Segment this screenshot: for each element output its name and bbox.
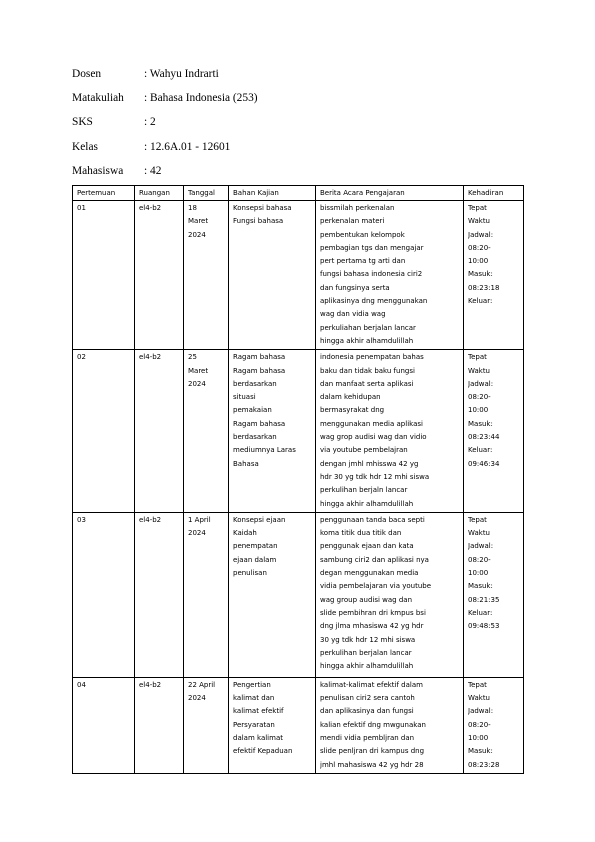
info-label: Dosen (72, 68, 102, 80)
cell-line: Jadwal: (468, 230, 494, 239)
cell-line: hingga akhir alhamdulillah (320, 336, 414, 345)
cell-line: Jadwal: (468, 542, 494, 551)
cell-line: pembagian tgs dan mengajar (320, 243, 424, 252)
cell-line: dng jlma mhasiswa 42 yg hdr (320, 622, 424, 631)
cell-line: penempatan (233, 542, 278, 551)
cell-line: 10:00 (468, 406, 489, 415)
cell-line: 25 (188, 353, 197, 362)
cell-tanggal (184, 201, 229, 350)
cell-pertemuan (73, 201, 135, 350)
cell-line: Persyaratan (233, 720, 275, 729)
cell-line: perkulihan berjaln lancar (320, 486, 408, 495)
cell-line: penulisan ciri2 sera cantoh (320, 694, 415, 703)
cell-text: el4-b2 (139, 515, 162, 524)
cell-line: berdasarkan (233, 379, 277, 388)
cell-line: indonesia penempatan bahas (320, 353, 424, 362)
cell-ruangan (135, 677, 184, 773)
cell-line: 2024 (188, 230, 206, 239)
cell-line: kalimat dan (233, 694, 275, 703)
cell-line: 08:23:18 (468, 283, 500, 292)
cell-line: pert pertama tg arti dan (320, 257, 406, 266)
cell-line: 08:20- (468, 393, 491, 402)
cell-line: dengan jmhl mhisswa 42 yg (320, 459, 419, 468)
header-tanggal: Tanggal (184, 186, 229, 201)
cell-line: vidia pembelajaran via youtube (320, 582, 432, 591)
cell-line: hdr 30 yg tdk hdr 12 mhi siswa (320, 472, 430, 481)
course-info (72, 68, 258, 189)
cell-line: 09:46:34 (468, 459, 500, 468)
cell-line: kalimat-kalimat efektif dalam (320, 680, 423, 689)
cell-line: wag group audisi wag dan (320, 595, 413, 604)
cell-pertemuan (73, 350, 135, 513)
cell-line: Jadwal: (468, 707, 494, 716)
cell-kehadiran (464, 512, 524, 677)
cell-line: 10:00 (468, 569, 489, 578)
cell-line: Maret (188, 366, 209, 375)
cell-pertemuan (73, 677, 135, 773)
cell-line: Masuk: (468, 419, 493, 428)
cell-bahan-kajian (229, 512, 316, 677)
cell-line: fungsi bahasa indonesia ciri2 (320, 270, 423, 279)
info-row-dosen (72, 68, 258, 92)
cell-text: 02 (77, 353, 86, 362)
cell-line: baku dan tidak baku fungsi (320, 366, 415, 375)
cell-line: Konsepsi bahasa (233, 204, 292, 212)
table-row (73, 677, 524, 773)
cell-line: 1 April (188, 515, 211, 524)
cell-line: Ragam bahasa (233, 419, 286, 428)
cell-text: el4-b2 (139, 353, 162, 362)
cell-line: dalam kalimat (233, 734, 283, 743)
cell-line: 10:00 (468, 257, 489, 266)
cell-line: ejaan dalam (233, 555, 277, 564)
cell-line: bermasyrakat dng (320, 406, 385, 415)
cell-line: penggunak ejaan dan kata (320, 542, 414, 551)
cell-line: mendi vidia pembljran dan (320, 734, 415, 743)
cell-line: wag grop audisi wag dan vidio (320, 433, 427, 442)
header-bahan-kajian: Bahan Kajian (229, 186, 316, 201)
cell-line: koma titik dua titik dan (320, 529, 402, 538)
cell-line: Fungsi bahasa (233, 217, 284, 226)
cell-text: el4-b2 (139, 680, 162, 689)
info-row-matakuliah (72, 92, 258, 116)
info-row-kelas (72, 141, 258, 165)
cell-line: berdasarkan (233, 433, 277, 442)
cell-line: 08:23:44 (468, 433, 500, 442)
cell-line: Keluar: (468, 608, 493, 617)
cell-line: bissmilah perkenalan (320, 204, 395, 212)
cell-line: 10:00 (468, 734, 489, 743)
cell-kehadiran (464, 677, 524, 773)
cell-line: dan manfaat serta aplikasi (320, 379, 414, 388)
cell-line: penggunaan tanda baca septi (320, 515, 425, 524)
info-value: : 42 (144, 164, 162, 177)
cell-line: 2024 (188, 379, 206, 388)
cell-line: 2024 (188, 694, 206, 703)
cell-line: Waktu (468, 217, 490, 226)
cell-line: Konsepsi ejaan (233, 515, 286, 524)
cell-line: situasi (233, 393, 256, 402)
table-header-row (73, 186, 524, 201)
info-value: : 12.6A.01 - 12601 (144, 140, 231, 153)
cell-line: Masuk: (468, 270, 493, 279)
cell-line: jmhl mahasiswa 42 yg hdr 28 (320, 760, 424, 769)
cell-line: perkulihan berjalan lancar (320, 648, 412, 657)
cell-bahan-kajian (229, 201, 316, 350)
cell-line: 08:23:28 (468, 760, 500, 769)
cell-bahan-kajian (229, 350, 316, 513)
cell-line: Ragam bahasa (233, 366, 286, 375)
cell-line: Tepat (468, 204, 487, 212)
cell-tanggal (184, 677, 229, 773)
cell-line: Jadwal: (468, 379, 494, 388)
cell-line: sambung ciri2 dan aplikasi nya (320, 555, 429, 564)
info-value: : 2 (144, 116, 156, 129)
cell-line: Masuk: (468, 747, 493, 756)
cell-line: dan fungsinya serta (320, 283, 390, 292)
cell-line: Ragam bahasa (233, 353, 286, 362)
cell-line: Keluar: (468, 297, 493, 306)
cell-line: Kaidah (233, 529, 257, 538)
cell-line: Tepat (468, 353, 487, 362)
cell-line: via youtube pembelajran (320, 446, 408, 455)
cell-kehadiran (464, 201, 524, 350)
cell-line: Waktu (468, 694, 490, 703)
table-row (73, 201, 524, 350)
cell-pertemuan (73, 512, 135, 677)
cell-line: perkenalan materi (320, 217, 385, 226)
cell-berita-acara (316, 350, 464, 513)
cell-text: 04 (77, 680, 86, 689)
cell-ruangan (135, 512, 184, 677)
cell-text: 01 (77, 204, 86, 212)
cell-line: degan menggunakan media (320, 569, 419, 578)
cell-line: Keluar: (468, 446, 493, 455)
cell-text: 03 (77, 515, 86, 524)
cell-line: slide pembihran dri kmpus bsi (320, 608, 426, 617)
cell-line: hingga akhir alhamdulillah (320, 662, 414, 671)
cell-bahan-kajian (229, 677, 316, 773)
header-pertemuan: Pertemuan (73, 186, 135, 201)
header-berita-acara: Berita Acara Pengajaran (316, 186, 464, 201)
cell-text: el4-b2 (139, 204, 162, 212)
cell-line: 08:20- (468, 243, 491, 252)
cell-line: aplikasinya dng menggunakan (320, 297, 428, 306)
cell-tanggal (184, 512, 229, 677)
cell-line: 08:20- (468, 555, 491, 564)
cell-line: pemakaian (233, 406, 272, 415)
cell-line: kalian efektif dng mwgunakan (320, 720, 426, 729)
cell-line: 22 April (188, 680, 216, 689)
cell-tanggal (184, 350, 229, 513)
cell-ruangan (135, 350, 184, 513)
cell-berita-acara (316, 201, 464, 350)
cell-line: Tepat (468, 680, 487, 689)
info-row-sks (72, 116, 258, 140)
attendance-table (72, 185, 524, 774)
cell-line: 18 (188, 204, 197, 212)
info-value: : Bahasa Indonesia (253) (144, 92, 258, 105)
cell-line: 08:20- (468, 720, 491, 729)
cell-line: Masuk: (468, 582, 493, 591)
cell-line: wag dan vidia wag (320, 310, 386, 319)
cell-line: menggunakan media aplikasi (320, 419, 423, 428)
cell-line: penulisan (233, 569, 267, 578)
cell-line: dan aplikasinya dan fungsi (320, 707, 414, 716)
cell-ruangan (135, 201, 184, 350)
cell-line: 2024 (188, 529, 206, 538)
header-ruangan: Ruangan (135, 186, 184, 201)
table-row (73, 512, 524, 677)
cell-line: mediumnya Laras (233, 446, 296, 455)
cell-line: Waktu (468, 529, 490, 538)
info-label: Mahasiswa (72, 164, 124, 177)
cell-line: hingga akhir alhamdulillah (320, 499, 414, 508)
info-value: : Wahyu Indrarti (144, 68, 219, 80)
cell-berita-acara (316, 677, 464, 773)
cell-line: Bahasa (233, 459, 259, 468)
table-body (73, 201, 524, 774)
cell-line: slide penljran dri kampus dng (320, 747, 425, 756)
info-label: Matakuliah (72, 92, 124, 105)
cell-line: Pengertian (233, 680, 271, 689)
cell-line: 30 yg tdk hdr 12 mhi siswa (320, 635, 416, 644)
cell-line: perkuliahan berjalan lancar (320, 323, 416, 332)
cell-line: kalimat efektif (233, 707, 284, 716)
cell-line: Tepat (468, 515, 487, 524)
table-row (73, 350, 524, 513)
cell-line: efektif Kepaduan (233, 747, 293, 756)
cell-berita-acara (316, 512, 464, 677)
cell-line: dalam kehidupan (320, 393, 381, 402)
info-label: Kelas (72, 140, 98, 153)
header-kehadiran: Kehadiran (464, 186, 524, 201)
cell-line: Maret (188, 217, 209, 226)
cell-line: 09:48:53 (468, 622, 500, 631)
info-label: SKS (72, 116, 93, 129)
cell-line: pembentukan kelompok (320, 230, 405, 239)
cell-line: Waktu (468, 366, 490, 375)
cell-kehadiran (464, 350, 524, 513)
cell-line: 08:21:35 (468, 595, 500, 604)
